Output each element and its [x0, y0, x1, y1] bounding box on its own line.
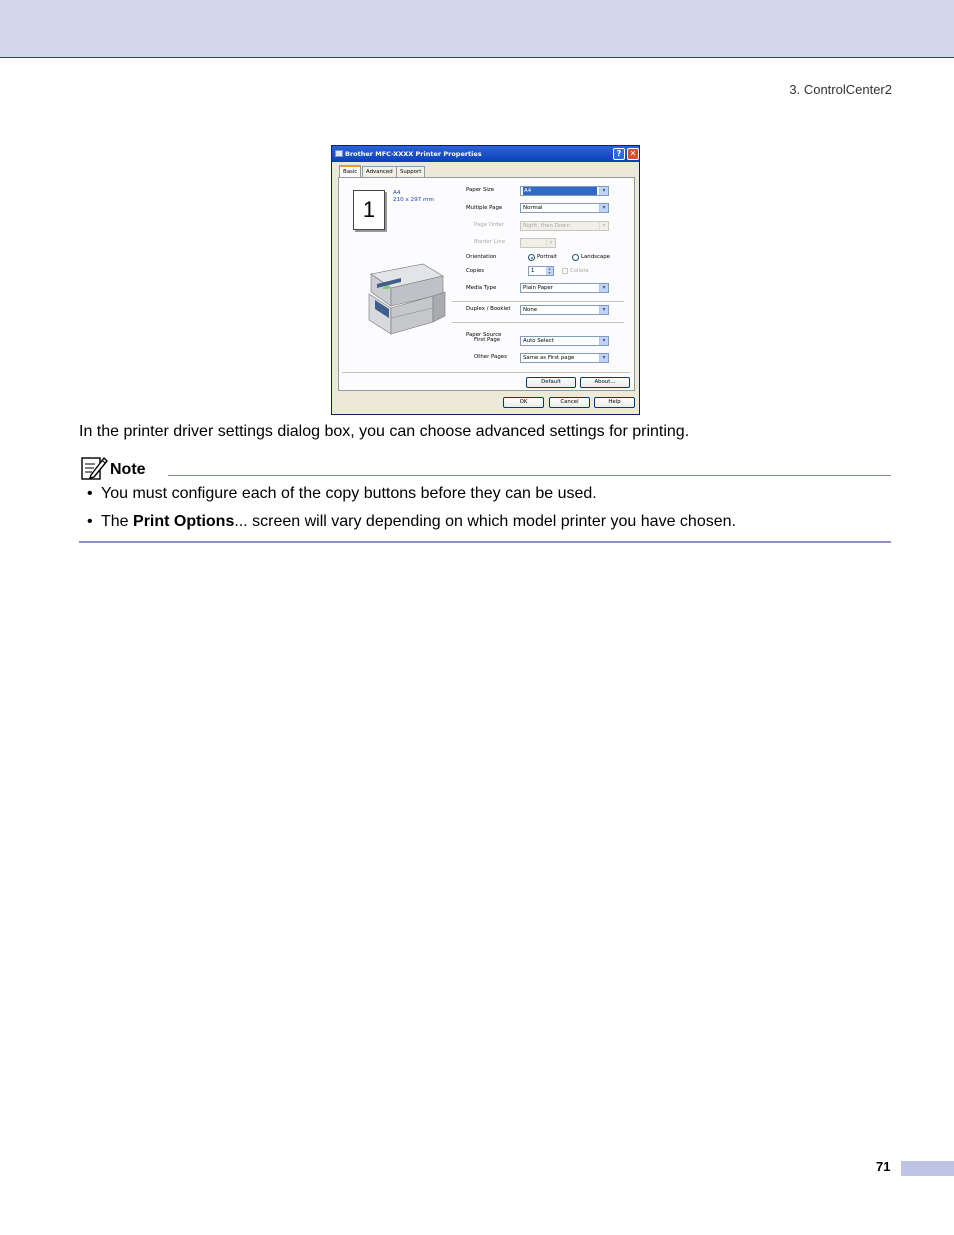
page-order-value: Right, then Down	[523, 223, 570, 229]
divider	[452, 322, 624, 323]
copies-stepper[interactable]	[528, 266, 554, 276]
page-preview: 1	[353, 190, 385, 230]
portrait-label: Portrait	[537, 254, 557, 260]
preview-size-dims: 210 x 297 mm	[393, 197, 434, 203]
note-bullet-2	[87, 513, 736, 531]
print-options-term: Print Options	[133, 513, 235, 530]
multiple-page-select[interactable]	[520, 203, 609, 213]
chevron-down-icon: ▾	[546, 239, 555, 247]
media-type-select[interactable]	[520, 283, 609, 293]
header-band	[0, 0, 954, 58]
chevron-down-icon: ▾	[599, 187, 608, 195]
media-type-label: Media Type	[466, 285, 497, 291]
chevron-down-icon: ▾	[599, 337, 608, 345]
multiple-page-value: Normal	[523, 205, 543, 211]
first-page-select[interactable]	[520, 336, 609, 346]
chevron-down-icon: ▾	[599, 284, 608, 292]
landscape-radio[interactable]	[572, 254, 579, 261]
paper-size-value: A4	[523, 187, 597, 195]
tab-support[interactable]: Support	[396, 166, 425, 177]
orientation-label: Orientation	[466, 254, 497, 260]
chevron-down-icon: ▾	[599, 204, 608, 212]
tab-advanced[interactable]: Advanced	[362, 166, 397, 177]
other-pages-label: Other Pages	[474, 354, 507, 360]
close-icon[interactable]: ✕	[627, 148, 639, 160]
tab-basic[interactable]: Basic	[339, 165, 361, 178]
cancel-button[interactable]: Cancel	[549, 397, 590, 408]
chevron-down-icon: ▾	[599, 306, 608, 314]
media-type-value: Plain Paper	[523, 285, 553, 291]
intro-paragraph: In the printer driver settings dialog box, you can choose advanced settings for printing.	[79, 423, 690, 440]
footer-bar	[901, 1161, 954, 1176]
bullet-2-suffix: ... screen will vary depending on which model printer you have chosen.	[234, 513, 736, 530]
ok-button[interactable]: OK	[503, 397, 544, 408]
divider	[452, 301, 624, 302]
chevron-down-icon: ▾	[599, 222, 608, 230]
multiple-page-label: Multiple Page	[466, 205, 503, 211]
border-line-label: Border Line	[474, 239, 506, 245]
preview-size-name: A4	[393, 190, 401, 196]
printer-properties-dialog	[331, 145, 640, 415]
chapter-title: 3. ControlCenter2	[789, 82, 892, 97]
first-page-label: First Page	[474, 337, 501, 343]
about-button[interactable]: About...	[580, 377, 630, 388]
help-icon[interactable]: ?	[613, 148, 625, 160]
dialog-title: Brother MFC-XXXX Printer Properties	[345, 150, 482, 158]
paper-size-select[interactable]	[520, 186, 609, 196]
portrait-radio[interactable]	[528, 254, 535, 261]
note-pencil-icon	[80, 455, 108, 481]
paper-source-label: Paper Source	[466, 332, 502, 338]
page-order-select[interactable]	[520, 221, 609, 231]
note-title: Note	[110, 461, 146, 478]
spin-arrows-icon[interactable]: ▴ ▾	[546, 267, 553, 275]
copies-value: 1	[531, 268, 535, 274]
copies-label: Copies	[466, 268, 485, 274]
help-button[interactable]: Help	[594, 397, 635, 408]
other-pages-select[interactable]	[520, 353, 609, 363]
landscape-label: Landscape	[581, 254, 610, 260]
printer-icon	[335, 150, 343, 157]
collate-label: Collate	[570, 268, 589, 274]
divider	[342, 372, 630, 373]
chevron-down-icon: ▾	[599, 354, 608, 362]
paper-size-label: Paper Size	[466, 187, 495, 193]
page-number: 71	[876, 1159, 891, 1174]
bullet-2-prefix: The	[101, 513, 134, 530]
printer-illustration	[361, 256, 451, 338]
bullet-dot: •	[87, 513, 93, 530]
default-button[interactable]: Default	[526, 377, 576, 388]
duplex-value: None	[523, 307, 538, 313]
dialog-titlebar	[332, 146, 639, 162]
note-bottom-divider	[79, 541, 891, 543]
duplex-label: Duplex / Booklet	[466, 306, 511, 312]
other-pages-value: Same as First page	[523, 355, 575, 361]
bullet-dot: •	[87, 485, 93, 502]
border-line-select[interactable]	[520, 238, 556, 248]
note-bullet-1	[87, 485, 597, 503]
bullet-1-text: You must configure each of the copy buttons before they can be used.	[101, 485, 597, 502]
page-order-label: Page Order	[474, 222, 505, 228]
duplex-select[interactable]	[520, 305, 609, 315]
first-page-value: Auto Select	[523, 338, 554, 344]
note-divider	[168, 475, 891, 476]
collate-checkbox[interactable]	[562, 268, 568, 274]
